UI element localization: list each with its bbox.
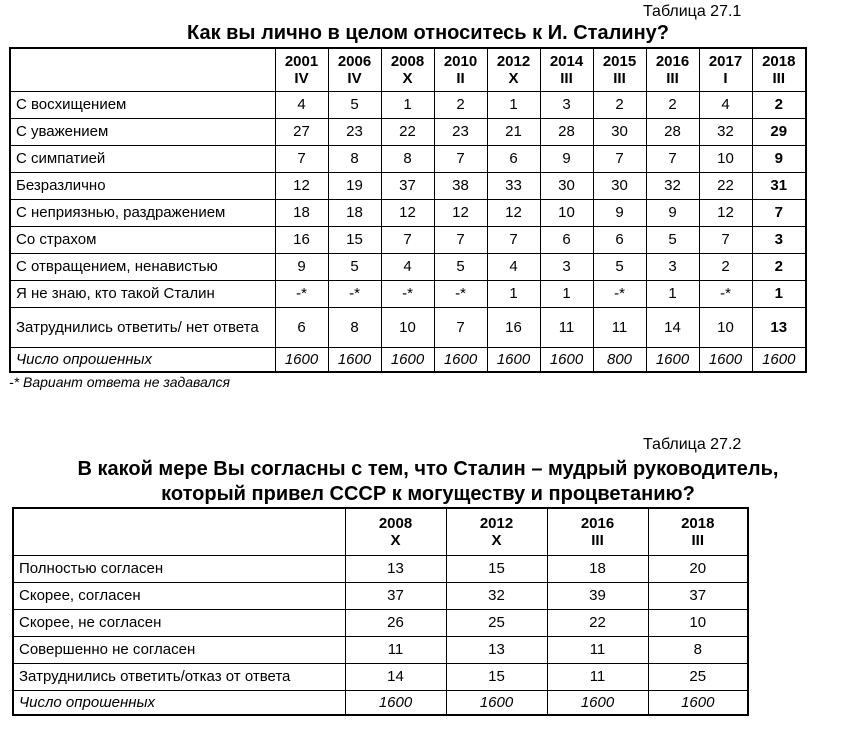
table2-sample-cell: 1600 bbox=[446, 690, 547, 715]
table2-row-label: Полностью согласен bbox=[13, 555, 345, 582]
table2-header-year: 2018 bbox=[681, 514, 715, 532]
table1-cell: 7 bbox=[434, 145, 487, 172]
table1-cell: 1 bbox=[487, 280, 540, 307]
table2-row-label: Скорее, не согласен bbox=[13, 609, 345, 636]
table2-cell: 8 bbox=[648, 636, 748, 663]
table1-header-row bbox=[10, 48, 806, 91]
table1-cell: 15 bbox=[328, 226, 381, 253]
table2-cell: 18 bbox=[547, 555, 648, 582]
table1-cell: 23 bbox=[328, 118, 381, 145]
table1-row bbox=[10, 307, 806, 347]
table1-cell: 12 bbox=[434, 199, 487, 226]
table1-sample-label: Число опрошенных bbox=[10, 347, 275, 372]
table1-row-label: Я не знаю, кто такой Сталин bbox=[10, 280, 275, 307]
table1-row-label: Затруднились ответить/ нет ответа bbox=[10, 307, 275, 347]
table1-sample-cell: 1600 bbox=[487, 347, 540, 372]
table1-header-cell bbox=[540, 48, 593, 91]
table2-row bbox=[13, 609, 748, 636]
table1-cell: 28 bbox=[646, 118, 699, 145]
table1-cell: 2 bbox=[593, 91, 646, 118]
table1-cell: 9 bbox=[593, 199, 646, 226]
table1-row-label: С симпатией bbox=[10, 145, 275, 172]
table1-cell: 7 bbox=[593, 145, 646, 172]
table1-header-cell bbox=[328, 48, 381, 91]
table1-header-cell bbox=[752, 48, 806, 91]
table1-cell: 6 bbox=[487, 145, 540, 172]
table1-cell: 30 bbox=[593, 172, 646, 199]
table2-header-year: 2008 bbox=[378, 514, 413, 532]
table2-cell: 13 bbox=[446, 636, 547, 663]
table1-header-year: 2015 bbox=[602, 52, 637, 70]
table2-header-sub: III bbox=[691, 531, 704, 549]
table1-cell: -* bbox=[699, 280, 752, 307]
table1-header-sub: II bbox=[456, 69, 465, 87]
table2-cell: 25 bbox=[648, 663, 748, 690]
table1-header-sub: III bbox=[772, 69, 785, 87]
table1-cell: 19 bbox=[328, 172, 381, 199]
table1-sample-cell: 1600 bbox=[381, 347, 434, 372]
table1-cell: 6 bbox=[593, 226, 646, 253]
table1-sample-cell: 1600 bbox=[328, 347, 381, 372]
table1-cell: 32 bbox=[646, 172, 699, 199]
table1 bbox=[9, 47, 807, 373]
table2-cell: 11 bbox=[547, 663, 648, 690]
table1-cell: 3 bbox=[646, 253, 699, 280]
table1-cell: 3 bbox=[540, 253, 593, 280]
table1-header-sub: I bbox=[723, 69, 728, 87]
table1-header-year: 2008 bbox=[390, 52, 425, 70]
table1-cell: 1 bbox=[646, 280, 699, 307]
table2-sample-cell: 1600 bbox=[648, 690, 748, 715]
table2-cell: 32 bbox=[446, 582, 547, 609]
table2-row-label: Скорее, согласен bbox=[13, 582, 345, 609]
table2-cell: 14 bbox=[345, 663, 446, 690]
table1-header-cell bbox=[487, 48, 540, 91]
table2-sample-label: Число опрошенных bbox=[13, 690, 345, 715]
table1-row bbox=[10, 199, 806, 226]
table2-title-line1: В какой мере Вы согласны с тем, что Сталин – мудрый руководитель, bbox=[77, 458, 779, 480]
table2-cell: 26 bbox=[345, 609, 446, 636]
table2-row bbox=[13, 555, 748, 582]
table1-cell: 5 bbox=[328, 253, 381, 280]
table1-cell: 8 bbox=[328, 307, 381, 347]
table1-header-year: 2014 bbox=[549, 52, 584, 70]
table1-cell: 16 bbox=[487, 307, 540, 347]
table1-cell: 38 bbox=[434, 172, 487, 199]
table1-cell: 5 bbox=[434, 253, 487, 280]
table1-cell: 2 bbox=[699, 253, 752, 280]
table1-cell: 2 bbox=[752, 253, 806, 280]
table1-row bbox=[10, 145, 806, 172]
table1-header-year: 2012 bbox=[496, 52, 531, 70]
table2-header-cell bbox=[547, 508, 648, 555]
table1-cell: -* bbox=[328, 280, 381, 307]
table1-cell: 10 bbox=[381, 307, 434, 347]
table1-header-empty bbox=[10, 48, 275, 91]
table1-cell: 30 bbox=[540, 172, 593, 199]
table1-cell: 1 bbox=[540, 280, 593, 307]
table1-cell: 27 bbox=[275, 118, 328, 145]
table1-sample-cell: 1600 bbox=[275, 347, 328, 372]
table1-cell: 2 bbox=[434, 91, 487, 118]
table1-cell: 4 bbox=[381, 253, 434, 280]
table2-sample-cell: 1600 bbox=[547, 690, 648, 715]
table1-cell: -* bbox=[434, 280, 487, 307]
table1-header-year: 2001 bbox=[284, 52, 319, 70]
table1-sample-row bbox=[10, 347, 806, 372]
table1-cell: 14 bbox=[646, 307, 699, 347]
table1-header-sub: IV bbox=[294, 69, 309, 87]
table1-cell: 7 bbox=[381, 226, 434, 253]
table1-cell: 5 bbox=[328, 91, 381, 118]
table2-cell: 37 bbox=[345, 582, 446, 609]
table2-row-label: Совершенно не согласен bbox=[13, 636, 345, 663]
table1-header-cell bbox=[646, 48, 699, 91]
table2-row bbox=[13, 636, 748, 663]
table1-row-label: Безразлично bbox=[10, 172, 275, 199]
table1-header-year: 2006 bbox=[337, 52, 372, 70]
table2-caption: Таблица 27.2 bbox=[643, 436, 742, 453]
table1-cell: 3 bbox=[540, 91, 593, 118]
table1-cell: 23 bbox=[434, 118, 487, 145]
table2-cell: 22 bbox=[547, 609, 648, 636]
table2-cell: 13 bbox=[345, 555, 446, 582]
table1-sample-cell: 1600 bbox=[540, 347, 593, 372]
table1-cell: 5 bbox=[646, 226, 699, 253]
table1-cell: 9 bbox=[275, 253, 328, 280]
table1-cell: 6 bbox=[540, 226, 593, 253]
table1-cell: 10 bbox=[699, 307, 752, 347]
table1-cell: 4 bbox=[275, 91, 328, 118]
table1-header-sub: X bbox=[508, 69, 519, 87]
table2-header-cell bbox=[648, 508, 748, 555]
table1-header-year: 2017 bbox=[708, 52, 743, 70]
table2-cell: 15 bbox=[446, 663, 547, 690]
table1-cell: 22 bbox=[381, 118, 434, 145]
table1-cell: 37 bbox=[381, 172, 434, 199]
table2-sample-cell: 1600 bbox=[345, 690, 446, 715]
table1-sample-cell: 800 bbox=[593, 347, 646, 372]
table2-header-year: 2012 bbox=[479, 514, 514, 532]
table1-row bbox=[10, 118, 806, 145]
table2-header-year: 2016 bbox=[580, 514, 615, 532]
table1-cell: 22 bbox=[699, 172, 752, 199]
table2-cell: 39 bbox=[547, 582, 648, 609]
table1-cell: 11 bbox=[593, 307, 646, 347]
table1-cell: 1 bbox=[752, 280, 806, 307]
table1-cell: 9 bbox=[752, 145, 806, 172]
table1-cell: 9 bbox=[646, 199, 699, 226]
table1-cell: 16 bbox=[275, 226, 328, 253]
table1-cell: 7 bbox=[752, 199, 806, 226]
table1-cell: 33 bbox=[487, 172, 540, 199]
table1-cell: -* bbox=[593, 280, 646, 307]
table1-cell: 11 bbox=[540, 307, 593, 347]
table2-cell: 15 bbox=[446, 555, 547, 582]
table1-cell: 4 bbox=[699, 91, 752, 118]
table2-cell: 20 bbox=[648, 555, 748, 582]
table1-cell: 18 bbox=[328, 199, 381, 226]
table1-cell: 2 bbox=[646, 91, 699, 118]
table2-cell: 10 bbox=[648, 609, 748, 636]
table1-cell: 3 bbox=[752, 226, 806, 253]
table1-sample-cell: 1600 bbox=[752, 347, 806, 372]
table1-cell: 1 bbox=[381, 91, 434, 118]
table1-cell: 12 bbox=[487, 199, 540, 226]
table2-header-cell bbox=[345, 508, 446, 555]
table1-header-cell bbox=[381, 48, 434, 91]
table2-cell: 11 bbox=[345, 636, 446, 663]
table1-cell: 7 bbox=[275, 145, 328, 172]
table1-cell: 28 bbox=[540, 118, 593, 145]
table1-row bbox=[10, 226, 806, 253]
table2-header-empty bbox=[13, 508, 345, 555]
table1-sample-cell: 1600 bbox=[434, 347, 487, 372]
table1-cell: 4 bbox=[487, 253, 540, 280]
table2-row-label: Затруднились ответить/отказ от ответа bbox=[13, 663, 345, 690]
table1-header-cell bbox=[275, 48, 328, 91]
table2-header-sub: X bbox=[491, 531, 502, 549]
table1-cell: 6 bbox=[275, 307, 328, 347]
table1-cell: 7 bbox=[699, 226, 752, 253]
table1-row-label: С отвращением, ненавистью bbox=[10, 253, 275, 280]
table2 bbox=[12, 507, 749, 716]
table2-row bbox=[13, 582, 748, 609]
table1-cell: -* bbox=[275, 280, 328, 307]
table1-cell: 1 bbox=[487, 91, 540, 118]
table1-row-label: С неприязнью, раздражением bbox=[10, 199, 275, 226]
table1-header-cell bbox=[699, 48, 752, 91]
table2-header-sub: III bbox=[591, 531, 604, 549]
table1-header-sub: X bbox=[402, 69, 413, 87]
table2-sample-row bbox=[13, 690, 748, 715]
table1-cell: 21 bbox=[487, 118, 540, 145]
table1-cell: 7 bbox=[434, 226, 487, 253]
table1-cell: 2 bbox=[752, 91, 806, 118]
table1-cell: 12 bbox=[381, 199, 434, 226]
table2-header-cell bbox=[446, 508, 547, 555]
table1-cell: 9 bbox=[540, 145, 593, 172]
table1-cell: 7 bbox=[487, 226, 540, 253]
table1-row-label: С уважением bbox=[10, 118, 275, 145]
table2-cell: 25 bbox=[446, 609, 547, 636]
table1-title: Как вы лично в целом относитесь к И. Сталину? bbox=[187, 22, 669, 44]
table1-cell: 10 bbox=[540, 199, 593, 226]
table1-cell: 13 bbox=[752, 307, 806, 347]
table1-header-cell bbox=[593, 48, 646, 91]
table1-caption: Таблица 27.1 bbox=[643, 3, 742, 20]
table1-row bbox=[10, 91, 806, 118]
table1-cell: 8 bbox=[381, 145, 434, 172]
table2-title-line2: который привел СССР к могуществу и процветанию? bbox=[161, 483, 695, 505]
table1-cell: 7 bbox=[646, 145, 699, 172]
table1-cell: 12 bbox=[275, 172, 328, 199]
table1-cell: -* bbox=[381, 280, 434, 307]
table1-header-year: 2018 bbox=[762, 52, 796, 70]
table1-header-sub: IV bbox=[347, 69, 362, 87]
table1-sample-cell: 1600 bbox=[646, 347, 699, 372]
table1-row bbox=[10, 280, 806, 307]
table1-cell: 29 bbox=[752, 118, 806, 145]
table1-row bbox=[10, 253, 806, 280]
table2-cell: 11 bbox=[547, 636, 648, 663]
table1-sample-cell: 1600 bbox=[699, 347, 752, 372]
table1-row-label: Со страхом bbox=[10, 226, 275, 253]
table1-header-year: 2016 bbox=[655, 52, 690, 70]
table1-header-cell bbox=[434, 48, 487, 91]
table2-header-row bbox=[13, 508, 748, 555]
table1-row bbox=[10, 172, 806, 199]
table1-cell: 12 bbox=[699, 199, 752, 226]
table1-cell: 31 bbox=[752, 172, 806, 199]
table1-header-year: 2010 bbox=[443, 52, 478, 70]
table1-cell: 10 bbox=[699, 145, 752, 172]
table1-cell: 7 bbox=[434, 307, 487, 347]
table1-cell: 18 bbox=[275, 199, 328, 226]
table1-row-label: С восхищением bbox=[10, 91, 275, 118]
table1-footnote: -* Вариант ответа не задавался bbox=[9, 374, 231, 390]
table1-cell: 30 bbox=[593, 118, 646, 145]
table1-cell: 8 bbox=[328, 145, 381, 172]
table1-header-sub: III bbox=[666, 69, 679, 87]
table1-cell: 32 bbox=[699, 118, 752, 145]
table1-header-sub: III bbox=[613, 69, 626, 87]
table2-header-sub: X bbox=[390, 531, 401, 549]
table2-row bbox=[13, 663, 748, 690]
table2-cell: 37 bbox=[648, 582, 748, 609]
table1-header-sub: III bbox=[560, 69, 573, 87]
table1-cell: 5 bbox=[593, 253, 646, 280]
